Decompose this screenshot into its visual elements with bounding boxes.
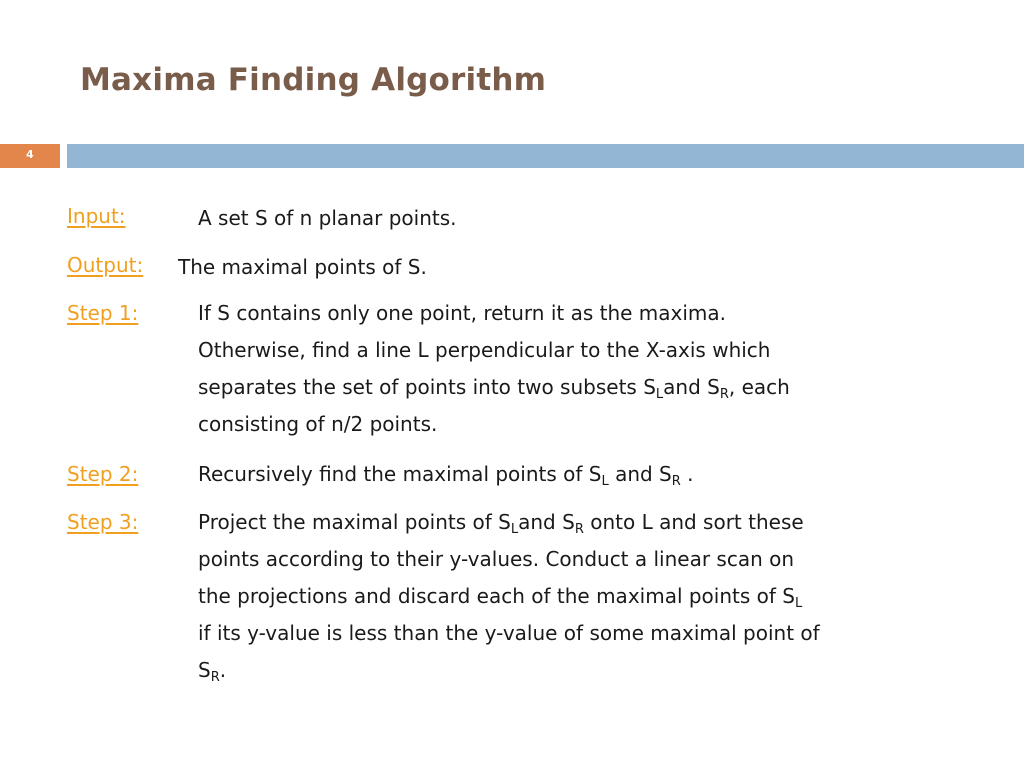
input-text bbox=[198, 200, 988, 237]
step3-line2: points according to their y-values. Conduct a linear scan on bbox=[198, 547, 795, 571]
step2-line bbox=[198, 456, 988, 493]
step3-line1-a: Project the maximal points of S bbox=[198, 510, 511, 534]
step3-sub-r: R bbox=[574, 522, 584, 537]
slide-title: Maxima Finding Algorithm bbox=[80, 62, 547, 98]
output-label: Output: bbox=[67, 253, 144, 277]
output-text-line: The maximal points of S. bbox=[178, 255, 427, 279]
step1-line4: consisting of n/2 points. bbox=[198, 412, 438, 436]
step3-line1-c: onto L and sort these bbox=[583, 510, 804, 534]
step1-sub-r: R bbox=[719, 387, 729, 402]
step1-text bbox=[198, 295, 988, 443]
step3-line5 bbox=[198, 652, 988, 689]
header-bar bbox=[67, 144, 1024, 168]
step3-line3-sub: L bbox=[794, 596, 803, 611]
step3-label: Step 3: bbox=[67, 510, 139, 534]
step1-line3-a: separates the set of points into two subsets S bbox=[198, 375, 656, 399]
step3-sub-l: L bbox=[510, 522, 519, 537]
step3-text bbox=[198, 504, 988, 689]
step3-line1 bbox=[198, 504, 988, 541]
step3-line3-a: the projections and discard each of the maximal points of S bbox=[198, 584, 795, 608]
step3-line1-b: and S bbox=[518, 510, 575, 534]
step3-line5-sub: R bbox=[210, 670, 220, 685]
step1-line1: If S contains only one point, return it as the maxima. bbox=[198, 301, 727, 325]
step1-line3-b: and S bbox=[663, 375, 720, 399]
step2-label: Step 2: bbox=[67, 462, 139, 486]
step2-text-a: Recursively find the maximal points of S bbox=[198, 462, 602, 486]
input-label: Input: bbox=[67, 204, 126, 228]
step1-line2: Otherwise, find a line L perpendicular to the X-axis which bbox=[198, 338, 771, 362]
step1-sub-l: L bbox=[655, 387, 664, 402]
step1-label: Step 1: bbox=[67, 301, 139, 325]
output-text bbox=[178, 249, 968, 286]
step2-text bbox=[198, 456, 988, 493]
step2-text-c: . bbox=[680, 462, 694, 486]
step3-line4: if its y-value is less than the y-value of some maximal point of bbox=[198, 621, 820, 645]
step3-line3 bbox=[198, 578, 988, 615]
input-text-line: A set S of n planar points. bbox=[198, 206, 457, 230]
step2-sub-r: R bbox=[671, 474, 681, 489]
step3-line5-a: S bbox=[198, 658, 211, 682]
step3-line5-b: . bbox=[219, 658, 227, 682]
step1-line3 bbox=[198, 369, 988, 406]
step1-line3-c: , each bbox=[728, 375, 790, 399]
step2-text-b: and S bbox=[608, 462, 672, 486]
step2-sub-l: L bbox=[601, 474, 609, 489]
slide-number: 4 bbox=[26, 148, 34, 161]
